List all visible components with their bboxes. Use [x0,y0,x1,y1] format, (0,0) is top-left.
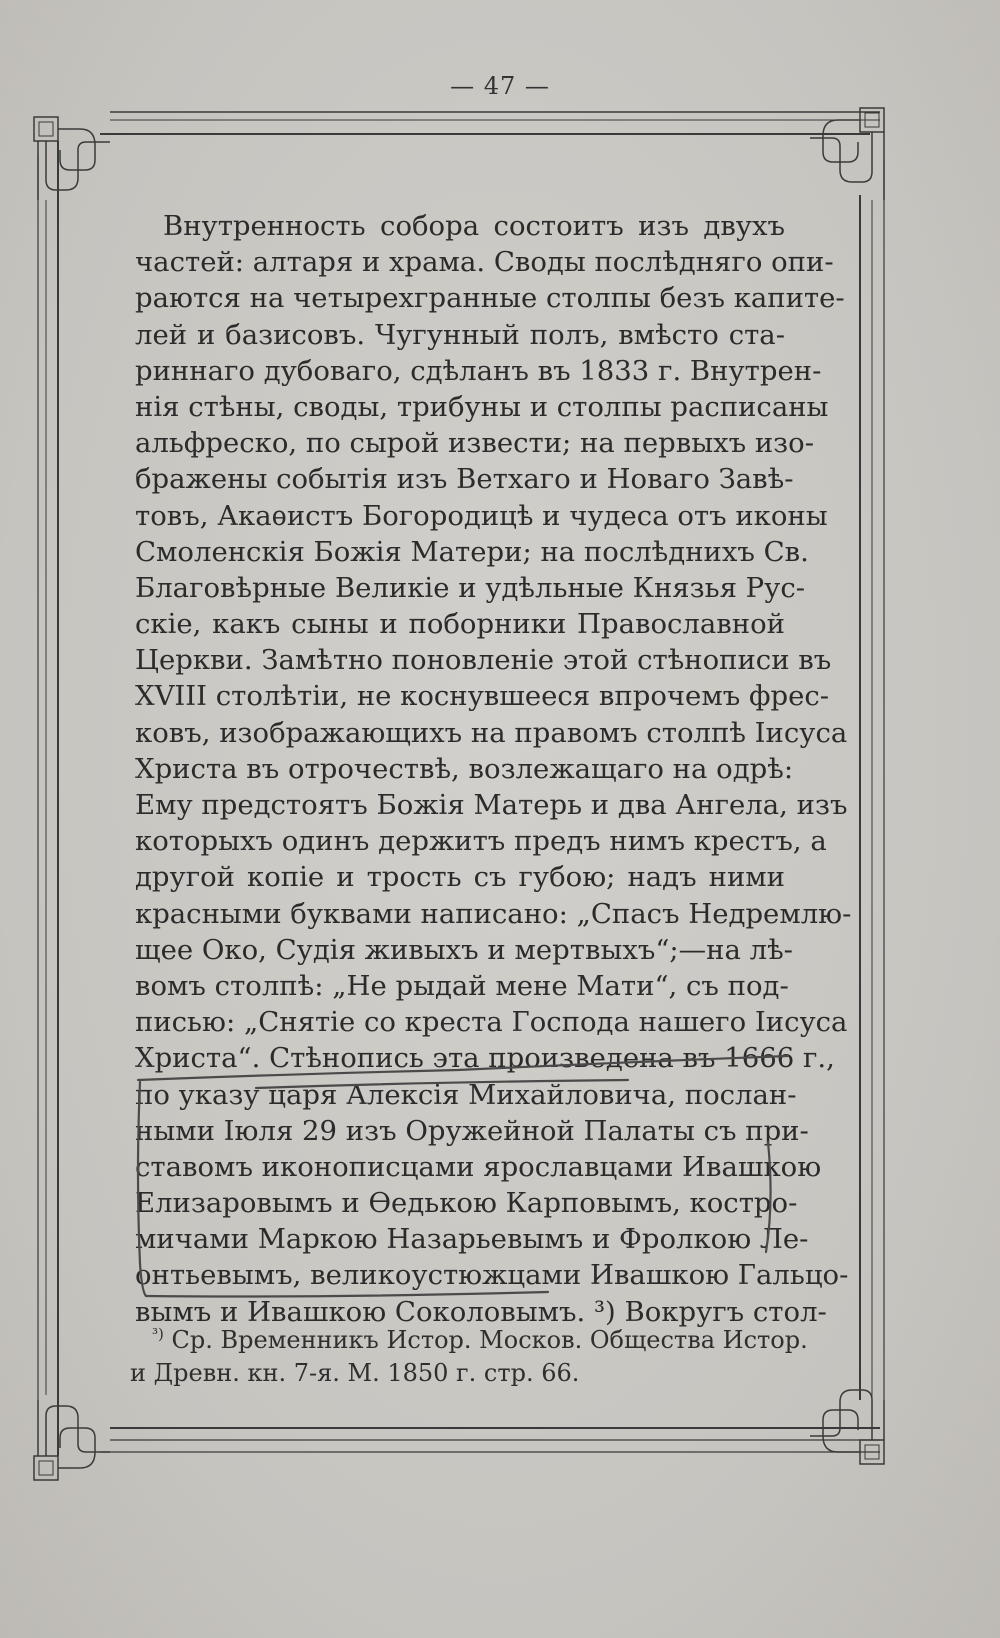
text-line: лей и базисовъ. Чугунный полъ, вмѣсто ста- [135,318,785,351]
footnote [130,1318,808,1390]
text-line: товъ, Акаѳистъ Богородицѣ и чудеса отъ иконы [135,499,828,532]
footnote-line: и Древн. кн. 7-я. М. 1850 г. стр. 66. [130,1359,580,1387]
text-line: скіе, какъ сыны и поборники Православной [135,608,785,641]
text-line: вымъ и Ивашкою Соколовымъ. ³) Вокругъ стол- [135,1295,827,1328]
text-line: частей: алтаря и храма. Своды послѣдняго опи- [135,246,834,279]
text-line: Христа“. Стѣнопись эта произведена въ 1666 г., [135,1042,835,1075]
text-line: альфреско, по сырой извести; на первыхъ изо- [135,427,815,460]
footnote-marker: ³) [152,1325,164,1343]
text-line: другой копіе и трость съ губою; надъ ними [135,861,785,894]
text-line: Благовѣрные Великіе и удѣльные Князья Рус- [135,571,806,604]
text-line: которыхъ одинъ держитъ предъ нимъ крестъ, а [135,825,827,858]
text-line: мичами Маркою Назарьевымъ и Фролкою Ле- [135,1223,809,1256]
corner-ornament-top-right [810,108,884,200]
text-line: раются на четырехгранные столпы безъ капите- [135,282,845,315]
main-paragraph [135,208,852,1330]
page-number: — 47 — [450,72,550,100]
text-line: писью: „Снятіе со креста Господа нашего Іисуса [135,1006,848,1039]
footnote-text: Ср. Временникъ Истор. Москов. Общества Истор. [163,1326,808,1354]
corner-ornament-bottom-left [34,1400,110,1480]
text-line: онтьевымъ, великоустюжцами Ивашкою Гальцо- [135,1259,849,1292]
text-line: вомъ столпѣ: „Не рыдай мене Мати“, съ под- [135,969,789,1002]
text-line: ставомъ иконописцами ярославцами Ивашкою [135,1150,822,1183]
text-line: нія стѣны, своды, трибуны и столпы расписаны [135,390,829,423]
text-line: красными буквами написано: „Спасъ Недремлю- [135,897,852,930]
footnote-line [130,1318,808,1357]
text-line: бражены событія изъ Ветхаго и Новаго Завѣ- [135,463,794,496]
text-line: Ему предстоятъ Божія Матерь и два Ангела, изъ [135,789,848,821]
text-line: Смоленскія Божія Матери; на послѣднихъ Св. [135,535,809,568]
text-line: по указу царя Алексія Михайловича, послан- [135,1078,797,1111]
text-line: Внутренность собора состоитъ изъ двухъ [163,210,785,242]
text-line: Христа въ отрочествѣ, возлежащаго на одрѣ: [135,752,794,785]
text-line: Елизаровымъ и Ѳедькою Карповымъ, костро- [135,1187,798,1220]
text-line: щее Око, Судія живыхъ и мертвыхъ“;—на лѣ- [135,933,793,966]
text-line: ковъ, изображающихъ на правомъ столпѣ Іисуса [135,716,848,749]
text-line: XVIII столѣтіи, не коснувшееся впрочемъ фрес- [135,680,830,713]
corner-ornament-top-left [34,117,110,200]
text-line: риннаго дубоваго, сдѣланъ въ 1833 г. Внутрен- [135,354,822,387]
text-line: ными Іюля 29 изъ Оружейной Палаты съ при- [135,1114,809,1147]
text-line: Церкви. Замѣтно поновленіе этой стѣнописи въ [135,644,832,677]
